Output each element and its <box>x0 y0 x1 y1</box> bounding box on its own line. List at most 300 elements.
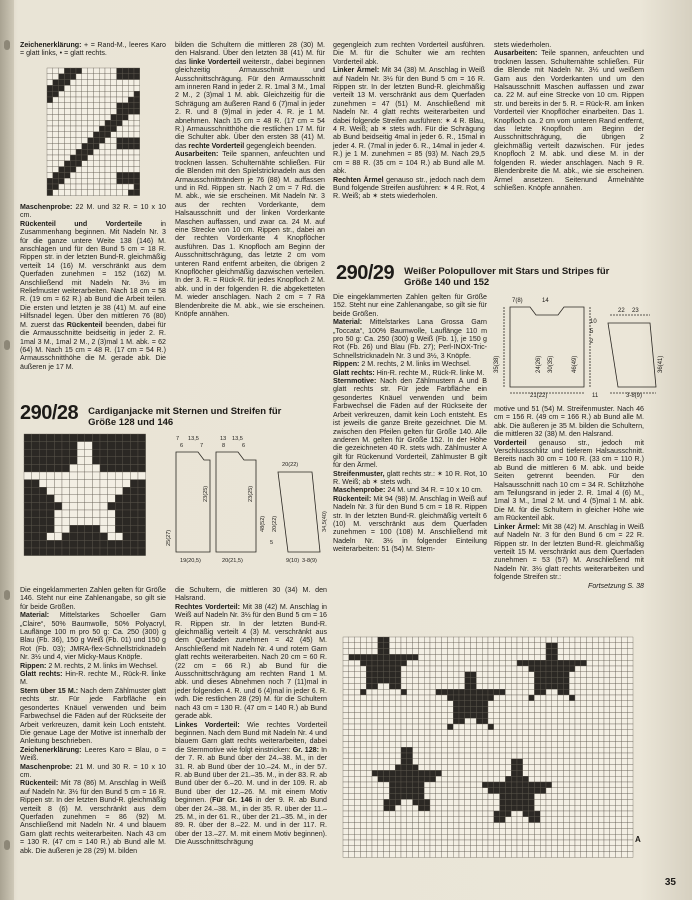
grid-cell-filled <box>366 672 372 678</box>
grid-cell-filled <box>130 525 138 533</box>
grid-cell <box>552 747 558 753</box>
grid-cell-filled <box>401 770 407 776</box>
grid-cell <box>349 817 355 823</box>
grid-cell <box>616 817 622 823</box>
grid-cell <box>581 788 587 794</box>
grid-cell-filled <box>70 457 78 465</box>
grid-cell <box>349 689 355 695</box>
grid-cell <box>360 782 366 788</box>
grid-cell <box>627 683 633 689</box>
grid-cell <box>592 840 598 846</box>
grid-cell <box>558 782 564 788</box>
grid-cell-filled <box>546 678 552 684</box>
grid-cell-filled <box>378 649 384 655</box>
grid-cell <box>604 637 610 643</box>
grid-cell <box>488 840 494 846</box>
grid-cell <box>511 678 517 684</box>
grid-cell <box>47 487 55 495</box>
grid-cell <box>76 167 82 173</box>
grid-cell <box>401 840 407 846</box>
grid-cell-filled <box>77 434 85 442</box>
grid-cell <box>558 643 564 649</box>
grid-cell <box>500 828 506 834</box>
grid-cell <box>100 518 108 526</box>
grid-cell <box>99 103 105 109</box>
grid-cell-filled <box>47 434 55 442</box>
grid-cell <box>494 678 500 684</box>
grid-cell <box>447 770 453 776</box>
grid-cell <box>563 730 569 736</box>
grid-cell <box>575 828 581 834</box>
grid-cell-filled <box>372 770 378 776</box>
grid-cell <box>77 495 85 503</box>
grid-cell <box>70 172 76 178</box>
grid-cell <box>62 502 70 510</box>
grid-cell-filled <box>39 457 47 465</box>
grid-cell <box>93 114 99 120</box>
grid-cell <box>546 811 552 817</box>
grid-cell <box>77 449 85 457</box>
grid-cell <box>407 724 413 730</box>
grid-cell <box>395 689 401 695</box>
grid-cell <box>505 683 511 689</box>
grid-cell-filled <box>122 103 128 109</box>
grid-cell <box>418 637 424 643</box>
grid-cell <box>604 654 610 660</box>
grid-cell-filled <box>62 449 70 457</box>
grid-cell <box>343 637 349 643</box>
grid-cell <box>569 643 575 649</box>
grid-cell <box>563 852 569 858</box>
grid-cell-filled <box>523 794 529 800</box>
grid-cell <box>610 747 616 753</box>
dim-label: 20(21,5) <box>222 558 243 564</box>
grid-cell <box>517 695 523 701</box>
grid-cell-filled <box>418 799 424 805</box>
grid-cell <box>482 672 488 678</box>
grid-cell-filled <box>32 533 40 541</box>
grid-cell <box>424 678 430 684</box>
grid-cell-filled <box>93 138 99 144</box>
grid-cell <box>488 678 494 684</box>
grid-cell <box>621 794 627 800</box>
grid-cell <box>355 736 361 742</box>
title-290-29 <box>336 262 656 288</box>
grid-cell <box>59 132 65 138</box>
grid-cell <box>349 846 355 852</box>
grid-cell <box>534 718 540 724</box>
grid-cell <box>505 770 511 776</box>
grid-cell <box>349 643 355 649</box>
grid-cell <box>511 695 517 701</box>
grid-cell <box>77 487 85 495</box>
grid-cell <box>616 741 622 747</box>
grid-cell <box>418 707 424 713</box>
grid-cell <box>453 770 459 776</box>
grid-cell <box>453 794 459 800</box>
grid-cell <box>442 799 448 805</box>
grid-cell <box>517 712 523 718</box>
grid-cell <box>511 712 517 718</box>
grid-cell <box>360 799 366 805</box>
grid-cell-filled <box>384 678 390 684</box>
grid-cell <box>476 805 482 811</box>
grid-cell <box>482 834 488 840</box>
grid-cell <box>552 828 558 834</box>
grid-cell-filled <box>108 442 116 450</box>
grid-cell <box>546 828 552 834</box>
grid-cell <box>517 747 523 753</box>
grid-cell <box>476 834 482 840</box>
grid-cell <box>447 736 453 742</box>
grid-cell <box>389 852 395 858</box>
grid-cell-filled <box>517 805 523 811</box>
grid-cell <box>581 666 587 672</box>
grid-cell <box>511 724 517 730</box>
grid-cell <box>343 660 349 666</box>
grid-cell <box>343 817 349 823</box>
grid-cell-filled <box>39 525 47 533</box>
grid-cell <box>59 68 65 74</box>
grid-cell-filled <box>534 660 540 666</box>
grid-cell <box>413 695 419 701</box>
col1b-text6: Leeres Karo = Blau, o = Weiß. <box>20 745 166 763</box>
grid-cell-filled <box>128 68 134 74</box>
grid-cell <box>88 91 94 97</box>
grid-cell-filled <box>581 660 587 666</box>
grid-cell <box>447 741 453 747</box>
grid-cell <box>93 103 99 109</box>
col2b-text2: Mit 38 (42) M. Anschlag in Weiß auf Nadeln Nr. 3½ für den Bund 5 cm = 16 R. Rippen str. In der letzten Bund-R. gleichmäßig verteilt 4 (3) M. verschränkt aus dem Querfaden zunehmen = 42 (45) M. Anschließend mit Nadeln Nr. 4 und rotem Garn glatt rechts weiterarbeiten. Nach 20 cm = 60 R. (22 cm = 66 R.) ab Bund für die Ausschnittschrägung am rechten Rand 1 M. abk. und dieses Abnehmen noch 7 (11)mal in jeder folgenden 4. R. und 6 (4)mal in jeder 6. R. wdh. Die restlichen 28 (29) M. für die Schultern nach 43 cm = 130 R. (47 cm = 140 R.) ab Bund gerade abk. <box>175 602 327 721</box>
grid-cell <box>360 683 366 689</box>
grid-cell <box>552 817 558 823</box>
grid-cell-filled <box>552 643 558 649</box>
grid-cell <box>430 718 436 724</box>
grid-cell <box>430 637 436 643</box>
grid-cell <box>476 753 482 759</box>
grid-cell-filled <box>134 172 140 178</box>
grid-cell <box>517 852 523 858</box>
grid-cell <box>587 759 593 765</box>
grid-cell <box>360 672 366 678</box>
grid-cell <box>53 120 59 126</box>
title-line2: Größe 128 und 146 <box>88 417 174 428</box>
grid-cell-filled <box>59 172 65 178</box>
grid-cell <box>592 678 598 684</box>
grid-cell <box>92 518 100 526</box>
grid-cell <box>505 765 511 771</box>
grid-cell <box>494 683 500 689</box>
col4-top-text <box>494 41 644 231</box>
grid-cell-filled <box>546 654 552 660</box>
grid-cell <box>546 805 552 811</box>
grid-cell <box>99 114 105 120</box>
grid-cell-filled <box>47 449 55 457</box>
grid-cell <box>378 852 384 858</box>
grid-cell <box>355 846 361 852</box>
grid-cell <box>389 811 395 817</box>
grid-cell <box>511 689 517 695</box>
grid-cell <box>552 852 558 858</box>
grid-cell <box>616 666 622 672</box>
grid-cell <box>552 799 558 805</box>
grid-cell <box>436 817 442 823</box>
grid-cell <box>563 649 569 655</box>
grid-cell <box>523 823 529 829</box>
grid-cell <box>546 765 552 771</box>
grid-cell <box>621 649 627 655</box>
grid-cell <box>108 487 116 495</box>
grid-cell <box>563 811 569 817</box>
grid-cell <box>360 643 366 649</box>
grid-cell <box>442 672 448 678</box>
grid-cell <box>343 666 349 672</box>
grid-cell <box>598 811 604 817</box>
grid-cell <box>413 712 419 718</box>
grid-cell <box>134 155 140 161</box>
grid-cell <box>500 654 506 660</box>
grid-cell-filled <box>100 533 108 541</box>
grid-cell <box>534 712 540 718</box>
grid-cell <box>70 472 78 480</box>
grid-cell <box>418 672 424 678</box>
grid-cell <box>389 724 395 730</box>
grid-cell <box>82 184 88 190</box>
grid-cell-filled <box>401 759 407 765</box>
grid-cell <box>604 817 610 823</box>
grid-cell <box>442 840 448 846</box>
grid-cell <box>581 846 587 852</box>
grid-cell <box>77 464 85 472</box>
grid-cell <box>465 759 471 765</box>
grid-cell-filled <box>32 540 40 548</box>
grid-cell <box>587 770 593 776</box>
grid-cell <box>85 510 93 518</box>
grid-cell <box>517 654 523 660</box>
grid-cell-filled <box>39 487 47 495</box>
grid-cell <box>517 823 523 829</box>
grid-cell <box>407 730 413 736</box>
grid-cell <box>53 74 59 80</box>
grid-cell <box>621 747 627 753</box>
grid-cell <box>76 103 82 109</box>
grid-cell <box>476 765 482 771</box>
grid-cell <box>592 712 598 718</box>
grid-cell <box>459 643 465 649</box>
grid-cell <box>349 683 355 689</box>
grid-cell <box>511 649 517 655</box>
grid-cell-filled <box>471 695 477 701</box>
grid-cell <box>592 707 598 713</box>
grid-cell <box>88 161 94 167</box>
grid-cell <box>378 823 384 829</box>
grid-cell <box>343 718 349 724</box>
grid-cell <box>430 828 436 834</box>
grid-cell <box>122 190 128 196</box>
grid-cell <box>430 736 436 742</box>
grid-cell <box>598 817 604 823</box>
grid-cell-filled <box>115 548 123 556</box>
grid-cell-filled <box>54 548 62 556</box>
grid-cell <box>343 823 349 829</box>
grid-cell <box>575 765 581 771</box>
grid-cell <box>85 487 93 495</box>
grid-cell <box>500 666 506 672</box>
grid-cell-filled <box>529 695 535 701</box>
grid-cell <box>523 637 529 643</box>
grid-cell <box>442 701 448 707</box>
grid-cell <box>540 846 546 852</box>
grid-cell <box>494 852 500 858</box>
dim-label: 8 <box>222 443 226 449</box>
grid-cell <box>93 80 99 86</box>
grid-cell <box>587 689 593 695</box>
grid-cell <box>82 190 88 196</box>
grid-cell <box>505 712 511 718</box>
grid-cell <box>517 643 523 649</box>
grid-cell-filled <box>389 654 395 660</box>
grid-cell <box>546 776 552 782</box>
grid-cell <box>418 765 424 771</box>
grid-cell-filled <box>471 712 477 718</box>
col2-text2: weiterstr., dabei beginnen gleichzeitig Armausschnitt und Ausschnittschrägung. Für den Armausschnitt am inneren Rand in jeder 2. R. 1mal 3 M., 1mal 2 M., 2 (3)mal 1 M. abk. Gleichzeitig für die Schrägung am äußeren Rand 6 (7)mal in jeder 2. R. und 8 (9)mal in jeder 4. R. je 1 M. abnehmen. Nach 15 cm = 48 R. (17 cm = 54 R.) Armausschnitthöhe die restlichen 17 M. für die Schulter abk. Über den ersten 38 (41) M. das <box>175 57 325 150</box>
grid-cell <box>465 753 471 759</box>
grid-cell <box>39 472 47 480</box>
grid-cell-filled <box>372 654 378 660</box>
grid-cell-filled <box>465 701 471 707</box>
grid-cell-filled <box>134 138 140 144</box>
grid-cell <box>616 828 622 834</box>
grid-cell <box>598 683 604 689</box>
grid-cell-filled <box>511 782 517 788</box>
grid-cell-filled <box>122 114 128 120</box>
grid-cell <box>627 736 633 742</box>
grid-cell-filled <box>123 510 131 518</box>
grid-cell <box>540 730 546 736</box>
grid-cell <box>604 834 610 840</box>
grid-cell <box>343 649 349 655</box>
grid-cell <box>64 91 70 97</box>
grid-cell <box>430 823 436 829</box>
grid-cell <box>407 643 413 649</box>
grid-cell <box>558 707 564 713</box>
grid-cell <box>64 114 70 120</box>
grid-cell <box>575 672 581 678</box>
grid-cell-filled <box>500 799 506 805</box>
grid-cell <box>476 852 482 858</box>
grid-cell <box>558 654 564 660</box>
grid-cell <box>569 828 575 834</box>
grid-cell <box>471 805 477 811</box>
grid-cell <box>581 823 587 829</box>
grid-cell <box>407 736 413 742</box>
grid-cell <box>355 770 361 776</box>
grid-cell <box>459 799 465 805</box>
grid-cell <box>59 91 65 97</box>
grid-cell <box>360 649 366 655</box>
grid-cell <box>447 637 453 643</box>
grid-cell <box>99 74 105 80</box>
grid-cell <box>610 654 616 660</box>
grid-cell <box>447 765 453 771</box>
grid-cell <box>128 85 134 91</box>
grid-cell <box>476 654 482 660</box>
grid-cell <box>598 828 604 834</box>
grid-cell <box>424 643 430 649</box>
grid-cell <box>349 852 355 858</box>
col1b-text3: 2 M. rechts, 2 M. links im Wechsel. <box>48 661 158 670</box>
grid-cell <box>378 712 384 718</box>
dim-label: 13 <box>220 436 227 442</box>
grid-cell <box>355 828 361 834</box>
grid-cell <box>343 834 349 840</box>
grid-cell <box>627 817 633 823</box>
grid-cell-filled <box>384 672 390 678</box>
grid-cell-filled <box>529 660 535 666</box>
grid-cell <box>117 190 123 196</box>
grid-cell <box>610 782 616 788</box>
grid-cell-filled <box>389 799 395 805</box>
grid-cell <box>488 753 494 759</box>
grid-cell <box>47 114 53 120</box>
grid-cell <box>627 666 633 672</box>
grid-cell <box>366 753 372 759</box>
binding-edge <box>0 0 14 900</box>
dim-label: 30(35) <box>548 355 554 373</box>
grid-cell <box>523 770 529 776</box>
grid-cell <box>360 759 366 765</box>
grid-cell <box>436 736 442 742</box>
grid-cell <box>500 724 506 730</box>
grid-cell <box>424 788 430 794</box>
grid-cell-filled <box>418 770 424 776</box>
grid-cell <box>453 678 459 684</box>
grid-cell <box>459 840 465 846</box>
grid-cell <box>384 834 390 840</box>
grid-cell <box>575 683 581 689</box>
grid-cell-filled <box>476 689 482 695</box>
grid-cell <box>587 660 593 666</box>
grid-cell-filled <box>117 172 123 178</box>
grid-cell <box>581 753 587 759</box>
grid-cell <box>413 666 419 672</box>
grid-cell-filled <box>395 666 401 672</box>
grid-cell <box>53 68 59 74</box>
grid-cell <box>494 776 500 782</box>
grid-cell-filled <box>372 678 378 684</box>
grid-cell <box>384 828 390 834</box>
grid-cell <box>372 718 378 724</box>
col2-bottom-text: die Schultern, die mittleren 30 (34) M. den Halsrand. Rechtes Vorderteil: Mit 38 (42) M. Anschlag in Weiß auf Nadeln Nr. 3½ für den Bund 5 cm = 16 R. Rippen str. In der letzten Bund-R. gleichmäßig verteilt 4 (3) M. verschränkt aus dem Querfaden zunehmen = 42 (45) M. Anschließend mit Nadeln Nr. 4 und rotem Garn glatt rechts weiterarbeiten. Nach 20 cm = 60 R. (22 cm = 66 R.) ab Bund für die Ausschnittschrägung am rechten Rand 1 M. abk. und dieses Abnehmen noch 7 (11)mal in jeder folgenden 4. R. und 6 (4)mal in jeder 6. R. wdh. Die restlichen 28 (29) M. für die Schultern nach 43 cm = 130 R. (47 cm = 140 R.) ab Bund gerade abk. Linkes Vorderteil: Wie rechtes Vorderteil beginnen. Nach dem Bund mit Nadeln Nr. 4 und blauem Garn glatt rechts weiterarbeiten, dabei die Sternmotive wie folgt einstricken: Gr. 128: In der 7. R. ab Bund über der 24.–38. M., in der 31. R. ab Bund über der 10.–24. M., in der 57. R. ab Bund über der 21.–35. M., in der 83. R. ab Bund über der 6.–20. M. und in der 109. R. ab Bund über der 12.–26. M. mit einem Motiv beginnen. (Für Gr. 146 in der 9. R. ab Bund über der 24.–38. M., in der 35. R. über der 11.–25. M., in der 61. R., über der 21.–35. M., in der 89. R. über der 8.–22. M. und in der 117. R. über der 13.–27. M. mit einem Motiv beginnen). Die Ausschnittschrägung <box>175 586 327 847</box>
grid-cell <box>128 114 134 120</box>
grid-cell <box>343 736 349 742</box>
grid-cell <box>569 765 575 771</box>
grid-cell-filled <box>47 518 55 526</box>
grid-cell <box>384 823 390 829</box>
grid-cell <box>471 747 477 753</box>
grid-cell <box>47 68 53 74</box>
back-heading: Rückenteil und Vorderteile <box>20 219 143 228</box>
grid-cell-filled <box>401 765 407 771</box>
grid-cell <box>349 718 355 724</box>
grid-cell <box>494 730 500 736</box>
grid-cell <box>360 811 366 817</box>
grid-cell <box>610 823 616 829</box>
grid-cell <box>413 753 419 759</box>
grid-cell-filled <box>389 672 395 678</box>
grid-cell <box>621 701 627 707</box>
grid-cell-filled <box>99 126 105 132</box>
